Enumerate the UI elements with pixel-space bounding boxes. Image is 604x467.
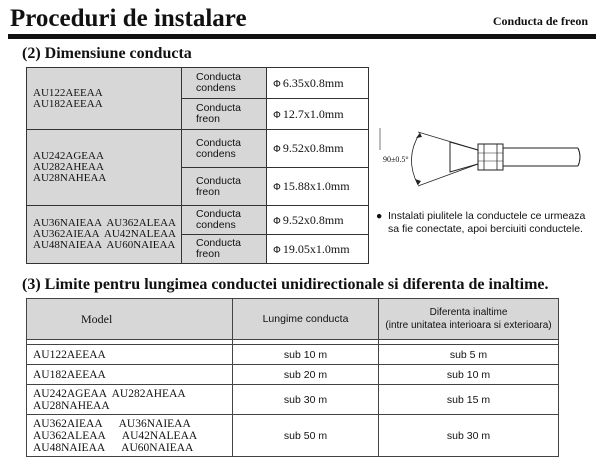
- pipe-type-label: Conducta: [196, 208, 241, 220]
- pipe-size-value: 15.88x1.0mm: [282, 179, 350, 193]
- table-row: [27, 365, 559, 385]
- page-title: Proceduri de instalare: [10, 5, 247, 32]
- model-name: AU182AEEAA: [33, 97, 103, 110]
- pipe-size-cell: [267, 130, 369, 168]
- model-cell: [27, 130, 182, 206]
- row-height-diff: sub 30 m: [379, 415, 559, 457]
- pipe-type-label: Conducta: [196, 174, 241, 187]
- header-height-diff-line2: (intre unitatea interioara si exterioara): [385, 320, 552, 331]
- pipe-size-cell: [267, 206, 369, 235]
- pipe-type-label: Conducta: [196, 102, 241, 114]
- pipe-size-value: 9.52x0.8mm: [282, 141, 344, 155]
- row-length: sub 10 m: [233, 345, 379, 365]
- model-name: AU362AIEAA AU36NAIEAA: [33, 417, 191, 430]
- pipe-size-cell: [267, 168, 369, 206]
- pipe-type-label: Conducta: [196, 71, 241, 83]
- pipe-type-label: condens: [196, 219, 236, 231]
- row-height-diff: sub 15 m: [379, 385, 559, 415]
- row-model: [27, 345, 233, 365]
- pipe-size-value: 12.7x1.0mm: [282, 106, 344, 121]
- pipe-type-label: freon: [196, 113, 220, 125]
- model-name: AU36NAIEAA AU362ALEAA: [33, 217, 176, 229]
- row-length: sub 30 m: [233, 385, 379, 415]
- pipe-type-label: condens: [196, 82, 236, 94]
- header-model: Model: [27, 299, 233, 340]
- model-name: AU28NAHEAA: [33, 399, 110, 412]
- pipe-size-cell: [267, 235, 369, 264]
- row-model: [27, 365, 233, 385]
- header-height-diff-line1: Diferenta inaltime: [429, 307, 508, 318]
- table-row: [27, 345, 559, 365]
- diameter-symbol: Φ: [273, 78, 281, 90]
- model-name: AU362AIEAA AU42NALEAA: [33, 228, 176, 240]
- row-length: sub 20 m: [233, 365, 379, 385]
- section3-title: (3) Limite pentru lungimea conductei unidirectionale si diferenta de inaltime.: [22, 276, 549, 293]
- diameter-symbol: Φ: [273, 144, 281, 155]
- pipe-size-value: 9.52x0.8mm: [282, 212, 344, 227]
- pipe-size-cell: [267, 68, 369, 99]
- model-name: AU242AGEAA: [33, 150, 104, 162]
- note-text: Instalati piulitele la conductele ce urmeaza sa fie conectate, apoi berciuiti conductele.: [388, 210, 586, 235]
- flare-diagram: [378, 120, 590, 202]
- flare-angle-label: 90±0.5°: [383, 155, 409, 164]
- header-height-diff: [379, 299, 559, 340]
- pipe-type-label: Conducta: [196, 237, 241, 249]
- pipe-type-cell: [182, 130, 267, 168]
- diameter-symbol: Φ: [273, 244, 281, 256]
- pipe-size-cell: [267, 99, 369, 130]
- pipe-type-label: freon: [196, 185, 220, 198]
- bullet-icon: ●: [376, 210, 383, 222]
- pipe-type-cell: [182, 68, 267, 99]
- model-name: AU282AHEAA: [33, 161, 104, 173]
- pipe-type-label: Conducta: [196, 136, 241, 149]
- pipe-limits-table: [26, 298, 559, 457]
- diameter-symbol: Φ: [273, 182, 281, 193]
- row-height-diff: sub 10 m: [379, 365, 559, 385]
- pipe-type-cell: [182, 99, 267, 130]
- header-length: Lungime conducta: [233, 299, 379, 340]
- pipe-type-label: freon: [196, 248, 220, 260]
- model-cell: [27, 206, 182, 264]
- section2-title: (2) Dimensiune conducta: [22, 45, 192, 62]
- diameter-symbol: Φ: [273, 215, 281, 227]
- pipe-type-label: condens: [196, 147, 236, 160]
- pipe-dimension-table: [26, 67, 369, 264]
- pipe-size-value: 19.05x1.0mm: [282, 241, 350, 256]
- model-name: AU48NAIEAA AU60NAIEAA: [33, 239, 176, 251]
- model-cell: [27, 68, 182, 130]
- diameter-symbol: Φ: [273, 109, 281, 121]
- installation-note: [376, 210, 591, 236]
- row-length: sub 50 m: [233, 415, 379, 457]
- section-label: Conducta de freon: [492, 14, 588, 28]
- model-name: AU122AEEAA: [33, 348, 106, 361]
- row-model: [27, 415, 233, 457]
- model-name: AU182AEEAA: [33, 368, 106, 381]
- table-row: [27, 385, 559, 415]
- pipe-type-cell: [182, 235, 267, 264]
- pipe-type-cell: [182, 168, 267, 206]
- model-name: AU242AGEAA AU282AHEAA: [33, 387, 186, 400]
- row-height-diff: sub 5 m: [379, 345, 559, 365]
- header-divider: [8, 34, 596, 39]
- pipe-type-cell: [182, 206, 267, 235]
- model-name: AU48NAIEAA AU60NAIEAA: [33, 441, 194, 454]
- model-name: AU362ALEAA AU42NALEAA: [33, 429, 198, 442]
- model-name: AU122AEEAA: [33, 86, 103, 99]
- row-model: [27, 385, 233, 415]
- table-row: [27, 415, 559, 457]
- pipe-size-value: 6.35x0.8mm: [282, 75, 344, 90]
- model-name: AU28NAHEAA: [33, 172, 107, 184]
